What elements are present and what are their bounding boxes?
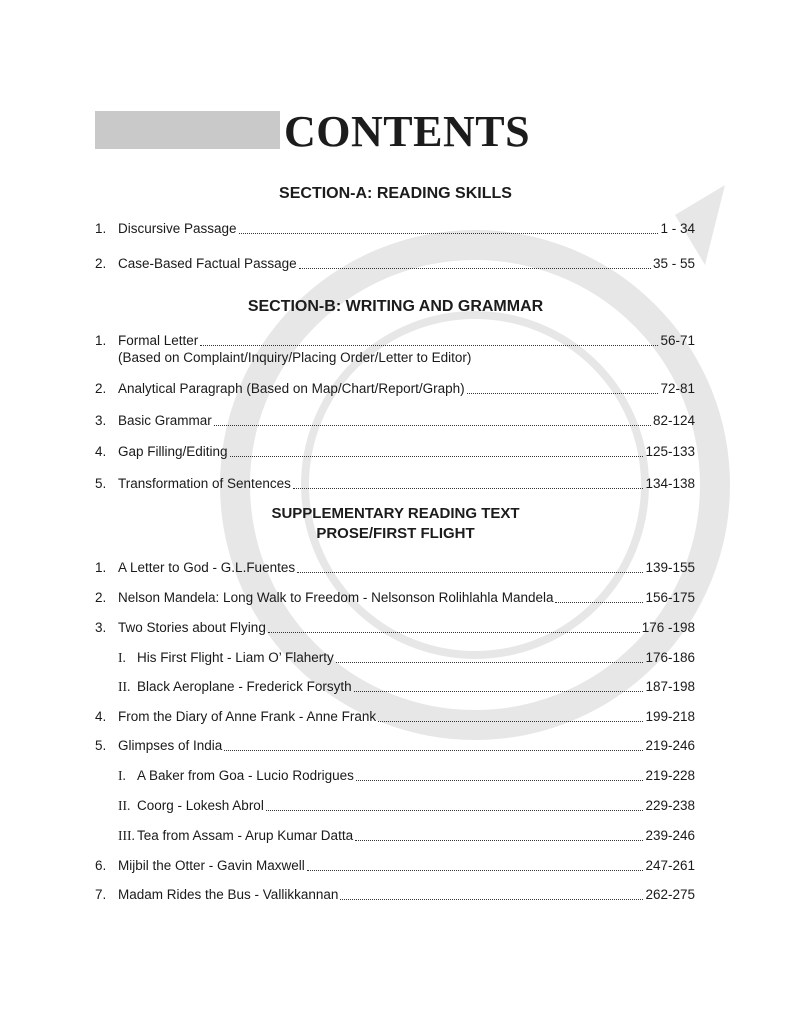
dot-leader bbox=[336, 661, 644, 663]
dot-leader bbox=[467, 392, 659, 394]
supplementary-heading: SUPPLEMENTARY READING TEXT bbox=[271, 505, 520, 522]
entry-pages: 247-261 bbox=[645, 858, 695, 873]
entry-number: III. bbox=[118, 828, 135, 843]
entry-pages: 187-198 bbox=[645, 679, 695, 694]
section-a-heading: SECTION-A: READING SKILLS bbox=[279, 185, 512, 202]
entry-pages: 134-138 bbox=[645, 476, 695, 491]
entry-pages: 176 -198 bbox=[641, 620, 695, 635]
dot-leader bbox=[224, 749, 643, 751]
entry-label: Transformation of Sentences bbox=[118, 476, 291, 491]
entry-number: 4. bbox=[95, 444, 107, 459]
dot-leader bbox=[307, 869, 644, 871]
entry-pages: 262-275 bbox=[645, 887, 695, 902]
toc-entry[interactable] bbox=[95, 617, 695, 639]
dot-leader bbox=[266, 809, 644, 811]
entry-label: Nelson Mandela: Long Walk to Freedom - Nelsonson Rolihlahla Mandela bbox=[118, 590, 554, 605]
entry-number: 6. bbox=[95, 858, 107, 873]
entry-label: Coorg - Lokesh Abrol bbox=[137, 798, 264, 813]
entry-number: II. bbox=[118, 798, 131, 813]
entry-label: His First Flight - Liam O’ Flaherty bbox=[137, 650, 334, 665]
dot-leader bbox=[297, 571, 643, 573]
entry-label: Mijbil the Otter - Gavin Maxwell bbox=[118, 858, 305, 873]
entry-pages: 219-246 bbox=[645, 738, 695, 753]
dot-leader bbox=[268, 631, 640, 633]
entry-number: I. bbox=[118, 768, 126, 783]
toc-entry[interactable] bbox=[95, 884, 695, 906]
entry-number: I. bbox=[118, 650, 126, 665]
entry-number: 1. bbox=[95, 221, 107, 236]
dot-leader bbox=[340, 898, 643, 900]
dot-leader bbox=[356, 779, 644, 781]
title-bar-decoration bbox=[95, 111, 280, 149]
entry-pages: 35 - 55 bbox=[652, 256, 695, 271]
toc-subentry[interactable] bbox=[118, 676, 695, 698]
entry-pages: 156-175 bbox=[645, 590, 695, 605]
dot-leader bbox=[299, 267, 651, 269]
page-title: CONTENTS bbox=[284, 107, 531, 156]
entry-pages: 56-71 bbox=[660, 333, 695, 348]
entry-pages: 139-155 bbox=[645, 560, 695, 575]
entry-label: A Letter to God - G.L.Fuentes bbox=[118, 560, 296, 575]
toc-entry[interactable] bbox=[95, 735, 695, 757]
entry-label: Formal Letter bbox=[118, 333, 199, 348]
dot-leader bbox=[200, 344, 658, 346]
entry-label: A Baker from Goa - Lucio Rodrigues bbox=[137, 768, 354, 783]
toc-subentry[interactable] bbox=[118, 765, 695, 787]
entry-number: 5. bbox=[95, 738, 107, 753]
dot-leader bbox=[355, 839, 643, 841]
entry-label: Gap Filling/Editing bbox=[118, 444, 228, 459]
entry-label: From the Diary of Anne Frank - Anne Frank bbox=[118, 709, 377, 724]
dot-leader bbox=[354, 690, 644, 692]
entry-pages: 72-81 bbox=[660, 381, 695, 396]
entry-number: 5. bbox=[95, 476, 107, 491]
entry-pages: 1 - 34 bbox=[660, 221, 695, 236]
dot-leader bbox=[239, 232, 659, 234]
toc-subentry[interactable] bbox=[118, 647, 695, 669]
entry-pages: 125-133 bbox=[645, 444, 695, 459]
entry-pages: 82-124 bbox=[652, 413, 695, 428]
entry-pages: 239-246 bbox=[645, 828, 695, 843]
supplementary-subheading: PROSE/FIRST FLIGHT bbox=[316, 525, 475, 542]
entry-number: II. bbox=[118, 679, 131, 694]
toc-entry[interactable] bbox=[95, 473, 695, 495]
entry-label: Glimpses of India bbox=[118, 738, 223, 753]
entry-number: 2. bbox=[95, 381, 107, 396]
toc-subentry[interactable] bbox=[118, 825, 695, 847]
entry-number: 7. bbox=[95, 887, 107, 902]
toc-entry[interactable] bbox=[95, 706, 695, 728]
entry-label: Case-Based Factual Passage bbox=[118, 256, 297, 271]
entry-pages: 229-238 bbox=[645, 798, 695, 813]
entry-label: Discursive Passage bbox=[118, 221, 237, 236]
dot-leader bbox=[230, 455, 644, 457]
entry-label: Analytical Paragraph (Based on Map/Chart/Report/Graph) bbox=[118, 381, 465, 396]
toc-entry[interactable] bbox=[95, 557, 695, 579]
toc-entry[interactable] bbox=[95, 253, 695, 275]
section-b-heading: SECTION-B: WRITING AND GRAMMAR bbox=[247, 298, 544, 315]
toc-entry[interactable] bbox=[95, 218, 695, 240]
entry-note: (Based on Complaint/Inquiry/Placing Order/Letter to Editor) bbox=[118, 350, 472, 365]
entry-number: 3. bbox=[95, 413, 107, 428]
dot-leader bbox=[378, 720, 643, 722]
entry-label: Basic Grammar bbox=[118, 413, 212, 428]
entry-label: Tea from Assam - Arup Kumar Datta bbox=[137, 828, 354, 843]
entry-number: 2. bbox=[95, 256, 107, 271]
entry-number: 2. bbox=[95, 590, 107, 605]
entry-label: Two Stories about Flying bbox=[118, 620, 266, 635]
toc-entry[interactable] bbox=[95, 378, 695, 400]
entry-number: 1. bbox=[95, 333, 107, 348]
entry-label: Madam Rides the Bus - Vallikkannan bbox=[118, 887, 339, 902]
dot-leader bbox=[293, 487, 644, 489]
toc-entry[interactable] bbox=[95, 441, 695, 463]
entry-number: 3. bbox=[95, 620, 107, 635]
entry-pages: 219-228 bbox=[645, 768, 695, 783]
entry-label: Black Aeroplane - Frederick Forsyth bbox=[137, 679, 352, 694]
dot-leader bbox=[555, 601, 643, 603]
entry-number: 4. bbox=[95, 709, 107, 724]
entry-pages: 176-186 bbox=[645, 650, 695, 665]
dot-leader bbox=[214, 424, 651, 426]
toc-entry[interactable] bbox=[95, 410, 695, 432]
entry-number: 1. bbox=[95, 560, 107, 575]
toc-subentry[interactable] bbox=[118, 795, 695, 817]
toc-entry[interactable] bbox=[95, 587, 695, 609]
toc-entry[interactable] bbox=[95, 855, 695, 877]
entry-pages: 199-218 bbox=[645, 709, 695, 724]
